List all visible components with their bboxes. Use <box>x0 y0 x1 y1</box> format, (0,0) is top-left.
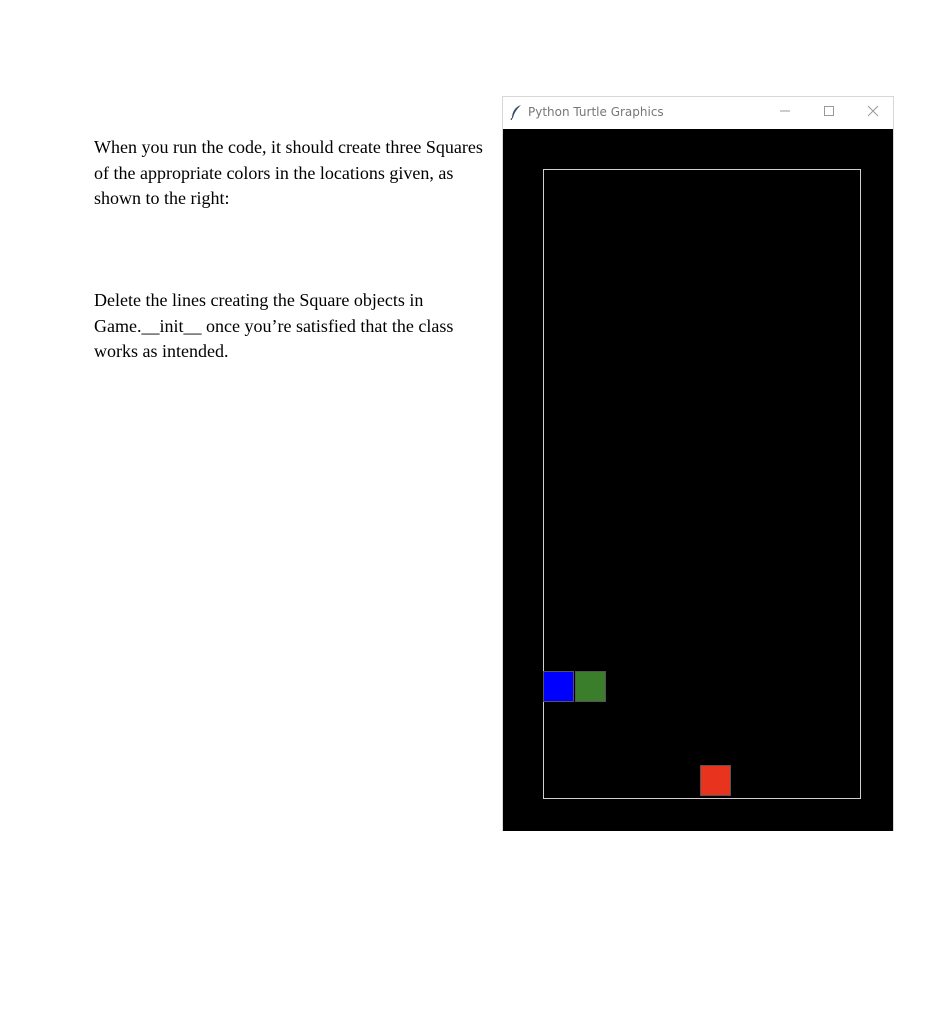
green-square <box>575 671 606 702</box>
window-title-bar[interactable] <box>503 97 893 128</box>
instruction-paragraph-2 <box>94 288 486 365</box>
maximize-button[interactable] <box>807 97 851 127</box>
minimize-button[interactable] <box>763 97 807 127</box>
turtle-graphics-window <box>502 96 894 831</box>
close-icon <box>867 105 879 117</box>
turtle-canvas[interactable] <box>503 129 893 831</box>
game-board-border <box>543 169 861 799</box>
window-title: Python Turtle Graphics <box>528 105 664 119</box>
minimize-icon <box>779 105 791 117</box>
instruction-text-1: When you run the code, it should create three Squares of the appropriate colors in the locations given, as shown to the right: <box>94 137 483 208</box>
feather-icon <box>509 104 523 120</box>
close-button[interactable] <box>851 97 895 127</box>
red-square <box>700 765 731 796</box>
blue-square <box>543 671 574 702</box>
maximize-icon <box>823 105 835 117</box>
instruction-paragraph-1 <box>94 135 486 212</box>
instruction-text-2: Delete the lines creating the Square objects in Game.__init__ once you’re satisfied that the class works as intended. <box>94 290 454 361</box>
